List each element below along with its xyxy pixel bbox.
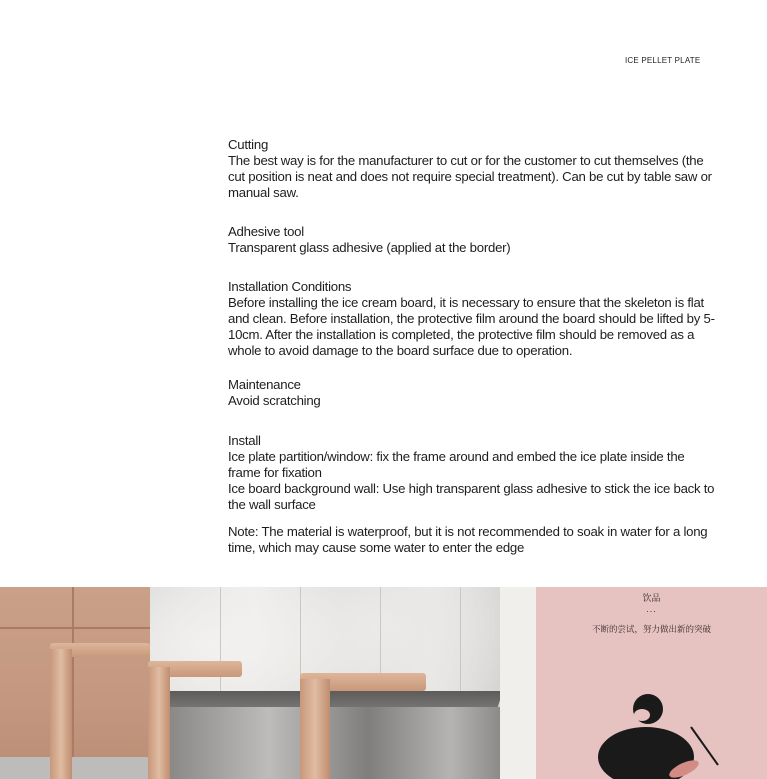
poster-panel [500,587,767,779]
poster-dots: ... [646,605,657,614]
section-adhesive-tool [228,224,718,256]
section-body-cutting: The best way is for the manufacturer to cut or for the customer to cut themselves (the cut position is neat and does not require special treatment). Can be cut by table saw or manual saw. [228,153,712,200]
wood-wall-panel [0,587,150,779]
interior-photo [0,587,767,779]
section-note [228,524,718,556]
section-body-install-partition: Ice plate partition/window: fix the frame around and embed the ice plate inside the frame for fixation [228,449,685,480]
note-text: Note: The material is waterproof, but it is not recommended to soak in water for a long time, which may cause some water to enter the edge [228,524,708,555]
section-body-installation-conditions: Before installing the ice cream board, it is necessary to ensure that the skeleton is flat and clean. Before installation, the protective film around the board should be lifted by 5-10cm. After the installation is completed, the protective film should be removed as a whole to avoid damage to the board surface due to operation. [228,295,715,358]
steel-counter [170,707,500,779]
section-title-cutting: Cutting [228,137,269,152]
section-install [228,433,718,513]
pink-poster [536,587,767,779]
section-cutting [228,137,718,201]
section-title-maintenance: Maintenance [228,377,301,392]
page-header-title: ICE PELLET PLATE [625,56,701,65]
poster-title: 饮品 [642,594,661,604]
section-body-install-wall: Ice board background wall: Use high transparent glass adhesive to stick the ice back to the wall surface [228,481,715,512]
stool-leg [300,679,330,779]
section-title-adhesive-tool: Adhesive tool [228,224,304,239]
section-body-maintenance: Avoid scratching [228,393,321,408]
section-maintenance [228,377,718,409]
stool-leg [50,649,72,779]
section-title-install: Install [228,433,261,448]
section-installation-conditions [228,279,718,359]
section-body-adhesive-tool: Transparent glass adhesive (applied at the border) [228,240,511,255]
poster-subtitle: 不断的尝试，努力做出新的突破 [591,625,711,635]
stool-leg [148,667,170,779]
cartoon-figure-illustration [586,687,726,779]
section-title-installation-conditions: Installation Conditions [228,279,352,294]
